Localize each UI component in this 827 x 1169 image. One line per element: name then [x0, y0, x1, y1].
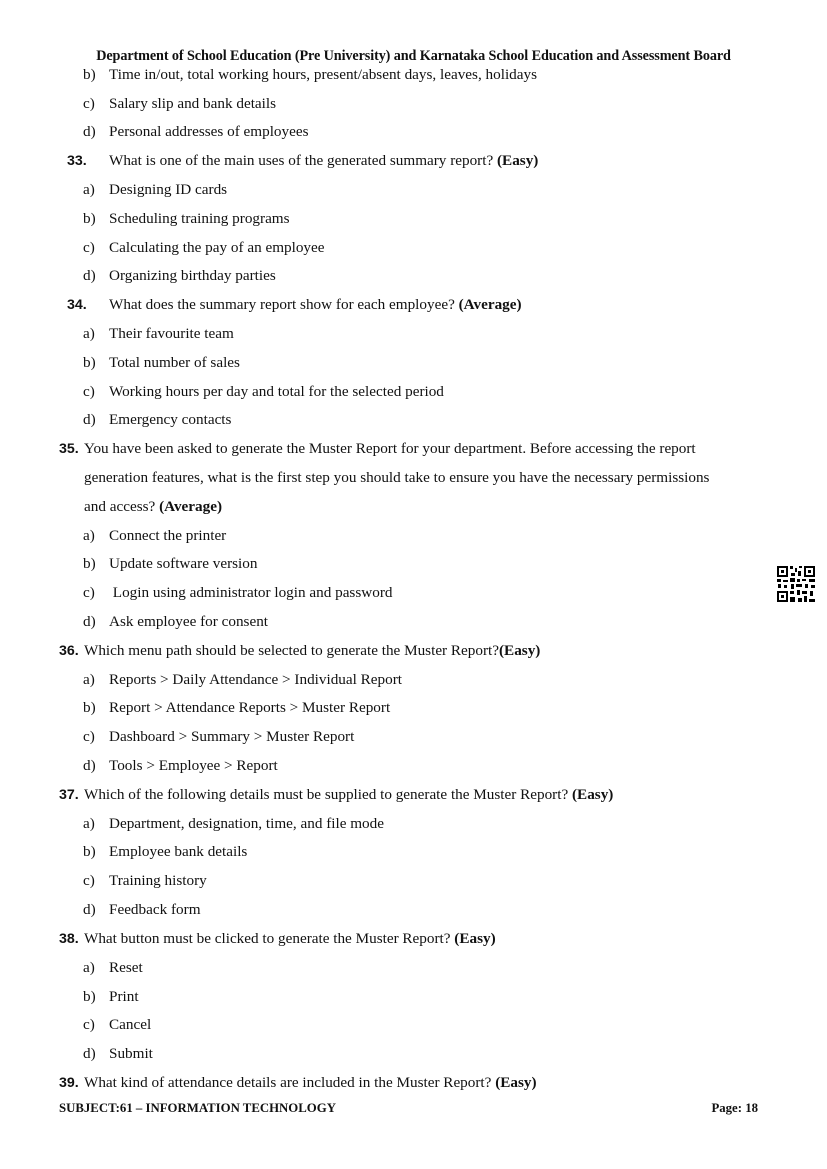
option-letter: d)	[83, 411, 96, 428]
option-letter: d)	[83, 1045, 96, 1062]
option-text: Scheduling training programs	[109, 210, 290, 227]
question-text: What does the summary report show for each employee? (Average)	[109, 296, 522, 313]
option-letter: c)	[83, 1016, 95, 1033]
option-text: Total number of sales	[109, 354, 240, 371]
question-number: 37.	[59, 787, 79, 803]
option-letter: a)	[83, 181, 95, 198]
option-text: Working hours per day and total for the selected period	[109, 383, 444, 400]
option-letter: d)	[83, 123, 96, 140]
option-letter: a)	[83, 527, 95, 544]
question-text-line: You have been asked to generate the Muster Report for your department. Before accessing the report	[84, 440, 696, 457]
option-text: Department, designation, time, and file mode	[109, 815, 384, 832]
option-letter: d)	[83, 757, 96, 774]
question-number: 33.	[67, 153, 87, 169]
option-letter: a)	[83, 671, 95, 688]
question-text: What button must be clicked to generate the Muster Report? (Easy)	[84, 930, 496, 947]
option-letter: d)	[83, 613, 96, 630]
question-text: Which menu path should be selected to generate the Muster Report?(Easy)	[84, 642, 541, 659]
option-letter: c)	[83, 728, 95, 745]
question-text: Which of the following details must be supplied to generate the Muster Report? (Easy)	[84, 786, 614, 803]
page-header-title: Department of School Education (Pre University) and Karnataka School Education and Assessment Board	[96, 48, 731, 64]
question-number: 34.	[67, 297, 87, 313]
footer-subject: SUBJECT:61 – INFORMATION TECHNOLOGY	[59, 1101, 336, 1115]
option-letter: c)	[83, 584, 95, 601]
option-text: Reports > Daily Attendance > Individual Report	[109, 671, 402, 688]
option-text: Organizing birthday parties	[109, 267, 276, 284]
option-text: Ask employee for consent	[109, 613, 269, 630]
question-text-line: generation features, what is the first step you should take to ensure you have the necessary permissions	[84, 469, 710, 486]
option-letter: b)	[83, 843, 96, 860]
option-text: Tools > Employee > Report	[109, 757, 278, 774]
option-letter: a)	[83, 325, 95, 342]
question-number: 36.	[59, 643, 79, 659]
option-text: Salary slip and bank details	[109, 95, 277, 112]
option-letter: c)	[83, 239, 95, 256]
option-letter: b)	[83, 699, 96, 716]
question-number: 38.	[59, 931, 79, 947]
option-text: Training history	[109, 872, 207, 889]
option-text: Feedback form	[109, 901, 201, 918]
option-text: Connect the printer	[109, 527, 227, 544]
option-text: Print	[109, 988, 139, 1005]
option-letter: c)	[83, 872, 95, 889]
option-letter: c)	[83, 95, 95, 112]
option-text: Update software version	[109, 555, 258, 572]
qr-code-icon	[776, 565, 816, 603]
option-letter: b)	[83, 555, 96, 572]
option-text: Reset	[109, 959, 143, 976]
option-letter: c)	[83, 383, 95, 400]
difficulty-label: (Easy)	[497, 152, 539, 169]
option-letter: a)	[83, 959, 95, 976]
option-letter: a)	[83, 815, 95, 832]
difficulty-label: (Easy)	[495, 1074, 537, 1091]
option-text: Report > Attendance Reports > Muster Report	[109, 699, 391, 716]
difficulty-label: (Easy)	[454, 930, 496, 947]
option-letter: b)	[83, 210, 96, 227]
option-letter: d)	[83, 267, 96, 284]
option-text: Time in/out, total working hours, present/absent days, leaves, holidays	[109, 66, 538, 83]
option-text: Their favourite team	[109, 325, 234, 342]
option-letter: d)	[83, 901, 96, 918]
question-text: What kind of attendance details are included in the Muster Report? (Easy)	[84, 1074, 537, 1091]
difficulty-label: (Average)	[458, 296, 522, 313]
question-text-line: and access? (Average)	[84, 498, 223, 515]
option-text: Employee bank details	[109, 843, 248, 860]
option-letter: b)	[83, 354, 96, 371]
option-text: Calculating the pay of an employee	[109, 239, 325, 256]
option-text: Dashboard > Summary > Muster Report	[109, 728, 355, 745]
difficulty-label: (Easy)	[572, 786, 614, 803]
option-letter: b)	[83, 988, 96, 1005]
option-text: Cancel	[109, 1016, 152, 1033]
option-text: Emergency contacts	[109, 411, 232, 428]
question-number: 39.	[59, 1075, 79, 1091]
option-text: Personal addresses of employees	[109, 123, 309, 140]
footer-page-number: Page: 18	[711, 1101, 758, 1115]
option-text: Login using administrator login and password	[109, 584, 393, 601]
question-text: What is one of the main uses of the generated summary report? (Easy)	[109, 152, 539, 169]
option-text: Designing ID cards	[109, 181, 228, 198]
difficulty-label: (Easy)	[499, 642, 541, 659]
difficulty-label: (Average)	[159, 498, 223, 515]
option-text: Submit	[109, 1045, 153, 1062]
option-letter: b)	[83, 66, 96, 83]
question-number: 35.	[59, 441, 79, 457]
